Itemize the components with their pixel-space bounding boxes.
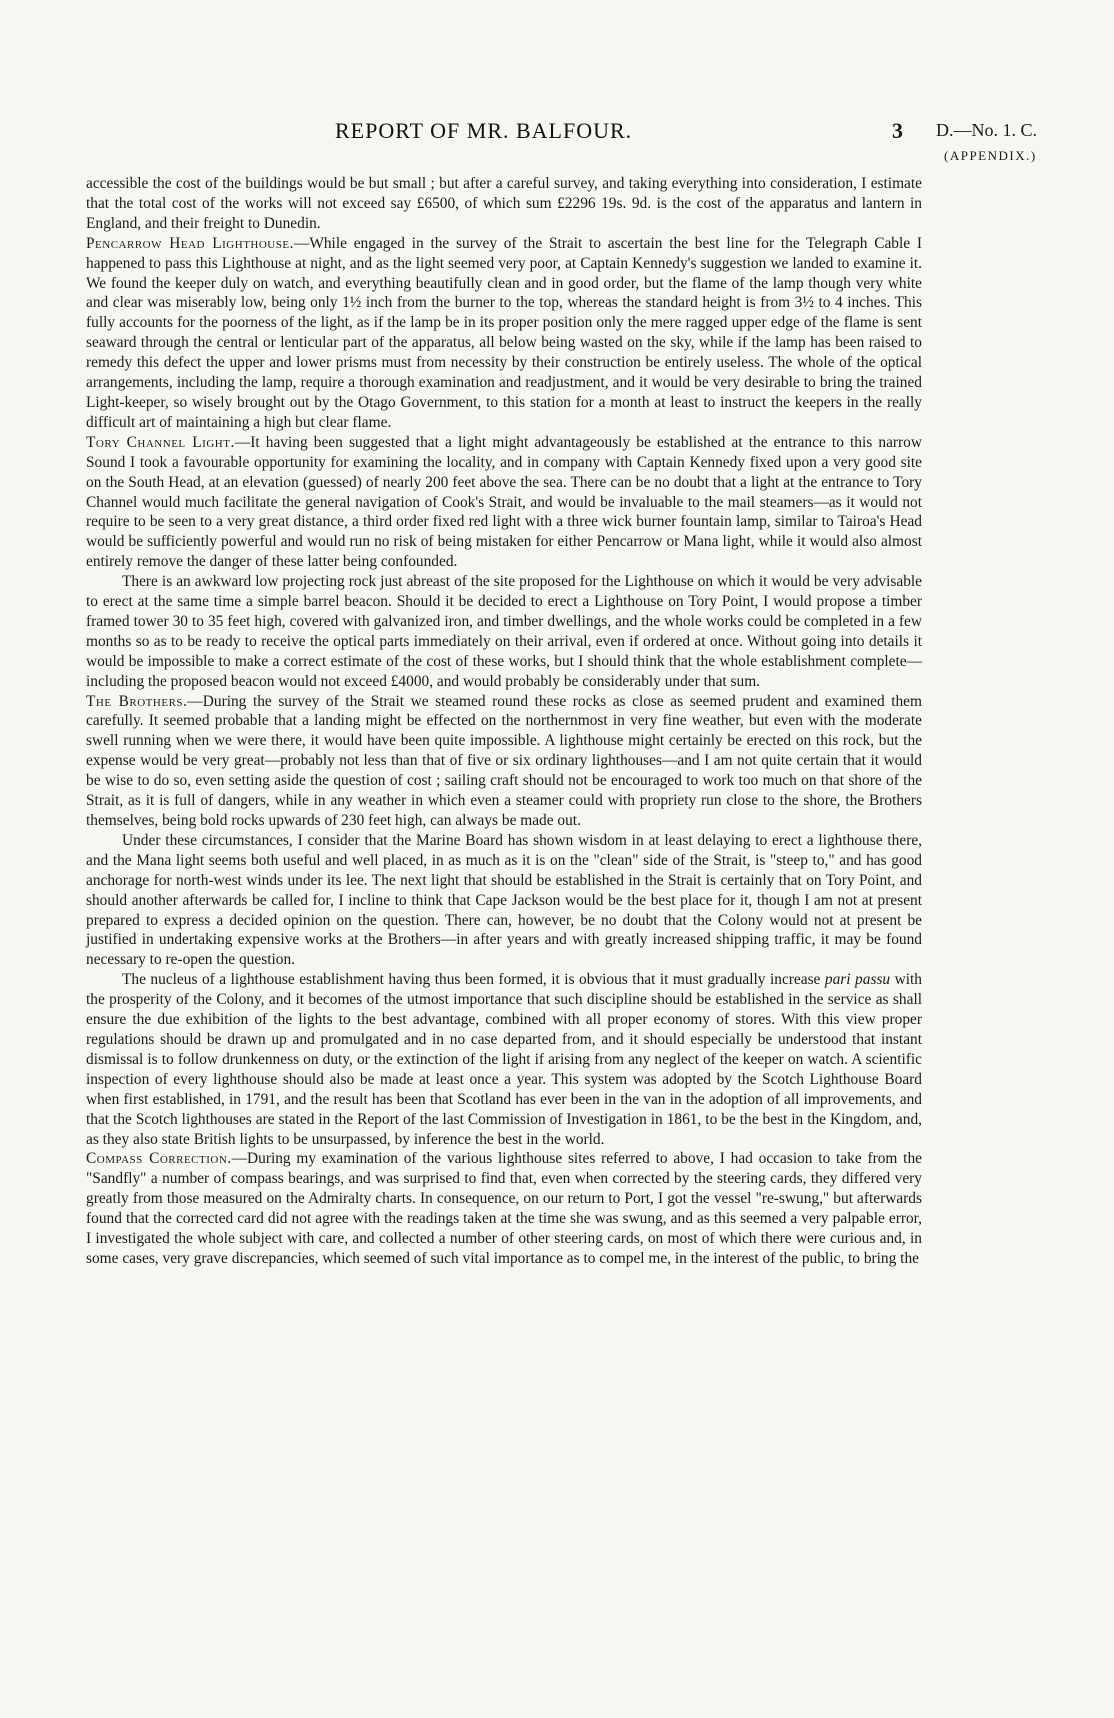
paragraph-beacon bbox=[86, 572, 922, 691]
paragraph-pencarrow bbox=[86, 234, 922, 433]
section-heading-brothers: The Brothers. bbox=[86, 692, 188, 710]
paragraph-text: —During the survey of the Strait we steamed round these rocks as close as seemed prudent and examined them carefully. It seemed probable that a landing might be effected on the northernmost in very fine weather, but even with the moderate swell running when we were there, it would have been quite impossible. A lighthouse might certainly be erected on this rock, but the expense would be very great—probably not less than that of five or six ordinary lighthouses—and I am not quite certain that it would be wise to do so, even setting aside the question of cost ; sailing craft should not be encouraged to work too much on that shore of the Strait, as it is full of dangers, while in any weather in which even a steamer could with propriety run close to the shore, the Brothers themselves, being bold rocks upwards of 230 feet high, can always be made out. bbox=[86, 692, 922, 829]
report-body bbox=[86, 174, 922, 1269]
document-reference: D.—No. 1. C. bbox=[936, 120, 1038, 140]
italic-phrase: pari passu bbox=[824, 971, 891, 989]
paragraph-text: —While engaged in the survey of the Strait to ascertain the best line for the Telegraph Cable I happened to pass this Lighthouse at night, and as the light seemed very poor, at Captain Kennedy's suggestion we landed to examine it. We found the keeper duly on watch, and everything beautifully clean and in good order, but the flame of the lamp though very white and clear was miserably low, being only 1½ inch from the burner to the top, whereas the standard height is from 3½ to 4 inches. This fully accounts for the poorness of the light, as if the lamp be in its proper position only the mere ragged upper edge of the flame is sent seaward through the central or lenticular part of the apparatus, all below being wasted on the sky, while if the lamp has been raised to remedy this defect the upper and lower prisms must from necessity by their construction be entirely useless. The whole of the optical arrangements, including the lamp, require a thorough examination and readjustment, and it would be very desirable to bring the trained Light-keeper, so wisely brought out by the Otago Government, to this station for a month at least to instruct the keepers in the really difficult art of maintaining a high but clear flame. bbox=[86, 234, 922, 431]
paragraph-tory-channel bbox=[86, 433, 922, 572]
appendix-label: (APPENDIX.) bbox=[944, 148, 1037, 163]
paragraph-circumstances bbox=[86, 831, 922, 970]
paragraph-text: —During my examination of the various lighthouse sites referred to above, I had occasion to take from the "Sandfly" a number of compass bearings, and was surprised to find that, even when corrected by the steering cards, they differed very greatly from those measured on the Admiralty charts. In consequence, on our return to Port, I got the vessel "re-swung," but afterwards found that the corrected card did not agree with the readings taken at the time she was swung, and as this seemed a very palpable error, I investigated the whole subject with care, and collected a number of other steering cards, on most of which there were curious and, in some cases, very grave discrepancies, which seemed of such vital importance as to compel me, in the interest of the public, to bring the bbox=[86, 1150, 922, 1267]
paragraph-text: Under these circumstances, I consider that the Marine Board has shown wisdom in at least delaying to erect a lighthouse there, and the Mana light seems both useful and well placed, in as much as it is on the "clean" side of the Strait, is "steep to," and has good anchorage for north-west winds under its lee. The next light that should be established in the Strait is certainly that on Tory Point, and should another afterwards be called for, I incline to think that Cape Jackson would be the best place for it, though I am not at present prepared to express a decided opinion on the question. There can, however, be no doubt that the Colony would not at present be justified in undertaking expensive works at the Brothers—in after years and with greatly increased shipping traffic, it may be found necessary to re-open the question. bbox=[86, 831, 922, 969]
paragraph-text: with the prosperity of the Colony, and it becomes of the utmost importance that such discipline should be established in the service as shall ensure the due exhibition of the lights to the best advantage, combined with all proper economy of stores. With this view proper regulations should be drawn up and promulgated and in no case departed from, and it should especially be understood that instant dismissal is to follow drunkenness on duty, or the extinction of the light if arising from any neglect of the keeper on watch. A scientific inspection of every lighthouse should also be made at least once a year. This system was adopted by the Scotch Lighthouse Board when first established, in 1791, and the result has been that Scotland has ever been in the van in the adoption of all improvements, and that the Scotch lighthouses are stated in the Report of the last Commission of Investigation in 1861, to be the best in the Kingdom, and, as they also state British lights to be unsurpassed, by inference the best in the world. bbox=[86, 971, 923, 1148]
paragraph-text: accessible the cost of the buildings would be but small ; but after a careful survey, and taking everything into consideration, I estimate that the total cost of the works will not exceed say £6500, of which sum £2296 19s. 9d. is the cost of the apparatus and lantern in England, and their freight to Dunedin. bbox=[86, 175, 922, 232]
paragraph-text-before: The nucleus of a lighthouse establishment having thus been formed, it is obvious that it must gradually increase bbox=[122, 971, 825, 989]
running-head bbox=[0, 118, 1114, 163]
section-heading-tory-channel: Tory Channel Light. bbox=[86, 433, 235, 451]
paragraph-compass-correction bbox=[86, 1149, 922, 1268]
paragraph-cost-estimate bbox=[86, 174, 922, 234]
page-title: REPORT OF MR. BALFOUR. bbox=[335, 118, 633, 143]
section-heading-compass: Compass Correction. bbox=[86, 1150, 232, 1168]
paragraph-text: —It having been suggested that a light might advantageously be established at the entrance to this narrow Sound I took a favourable opportunity for examining the locality, and in company with Captain Kennedy fixed upon a very good site on the South Head, at an elevation (guessed) of nearly 200 feet above the sea. There can be no doubt that a light at the entrance to Tory Channel would much facilitate the general navigation of Cook's Strait, and would be invaluable to the mail steamers—as it would not require to be seen to a very great distance, a third order fixed red light with a three wick burner fountain lamp, similar to Tairoa's Head would be sufficiently powerful and would run no risk of being mistaken for either Pencarrow or Mana light, while it would also almost entirely remove the danger of these latter being confounded. bbox=[86, 433, 922, 571]
paragraph-text: There is an awkward low projecting rock just abreast of the site proposed for the Lighthouse on which it would be very advisable to erect at the same time a simple barrel beacon. Should it be decided to erect a Lighthouse on Tory Point, I would propose a timber framed tower 30 to 35 feet high, covered with galvanized iron, and timber dwellings, and the whole works could be completed in a few months so as to be ready to receive the optical parts immediately on their arrival, even if ordered at once. Without going into details it would be impossible to make a correct estimate of the cost of these works, but I should think that the whole establishment complete—including the proposed beacon would not exceed £4000, and would probably be considerably under that sum. bbox=[86, 573, 922, 690]
paragraph-brothers bbox=[86, 692, 922, 831]
section-heading-pencarrow: Pencarrow Head Lighthouse. bbox=[86, 234, 294, 252]
paragraph-establishment bbox=[86, 970, 922, 1149]
page-number: 3 bbox=[892, 118, 903, 143]
